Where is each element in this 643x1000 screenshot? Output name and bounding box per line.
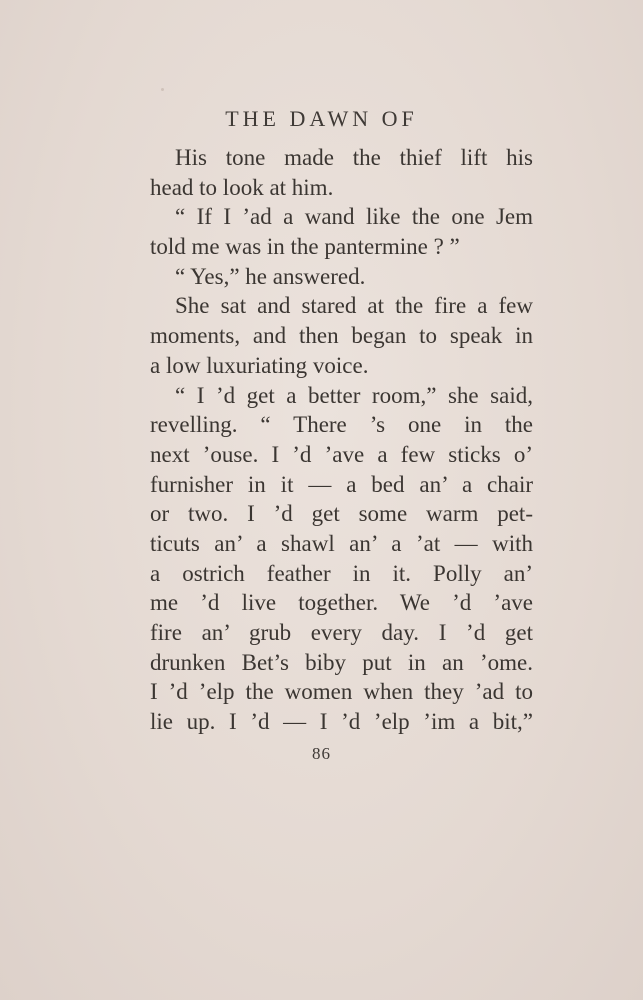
text-line: furnisher in it — a bed an’ a chair bbox=[150, 471, 533, 497]
text-line: “ Yes,” he answered. bbox=[175, 263, 366, 289]
text-line: His tone made the thief lift his bbox=[175, 145, 533, 170]
page-number: 86 bbox=[312, 744, 331, 763]
text-line: a ostrich feather in it. Polly an’ bbox=[150, 560, 533, 586]
text-line: told me was in the pantermine ? ” bbox=[150, 234, 460, 260]
text-line: “ If I ’ad a wand like the one Jem bbox=[175, 204, 533, 230]
paper-speck bbox=[161, 88, 164, 91]
text-line: ticuts an’ a shawl an’ a ’at — with bbox=[150, 530, 533, 556]
text-line: or two. I ’d get some warm pet- bbox=[150, 501, 533, 527]
body-text bbox=[150, 143, 533, 737]
text-line: drunken Bet’s biby put in an ’ome. bbox=[150, 649, 533, 675]
text-line: head to look at him. bbox=[150, 174, 334, 200]
text-line: a low luxuriating voice. bbox=[150, 352, 369, 378]
text-line: me ’d live together. We ’d ’ave bbox=[150, 590, 533, 616]
text-line: moments, and then began to speak in bbox=[150, 323, 533, 349]
text-line: next ’ouse. I ’d ’ave a few sticks o’ bbox=[150, 441, 533, 467]
text-line: lie up. I ’d — I ’d ’elp ’im a bit,” bbox=[150, 709, 533, 735]
text-line: I ’d ’elp the women when they ’ad to bbox=[150, 679, 533, 705]
text-line: “ I ’d get a better room,” she said, bbox=[175, 382, 533, 408]
text-line: fire an’ grub every day. I ’d get bbox=[150, 620, 533, 645]
running-head: THE DAWN OF bbox=[225, 106, 418, 131]
text-line: She sat and stared at the fire a few bbox=[175, 293, 533, 319]
text-line: revelling. “ There ’s one in the bbox=[150, 412, 533, 438]
